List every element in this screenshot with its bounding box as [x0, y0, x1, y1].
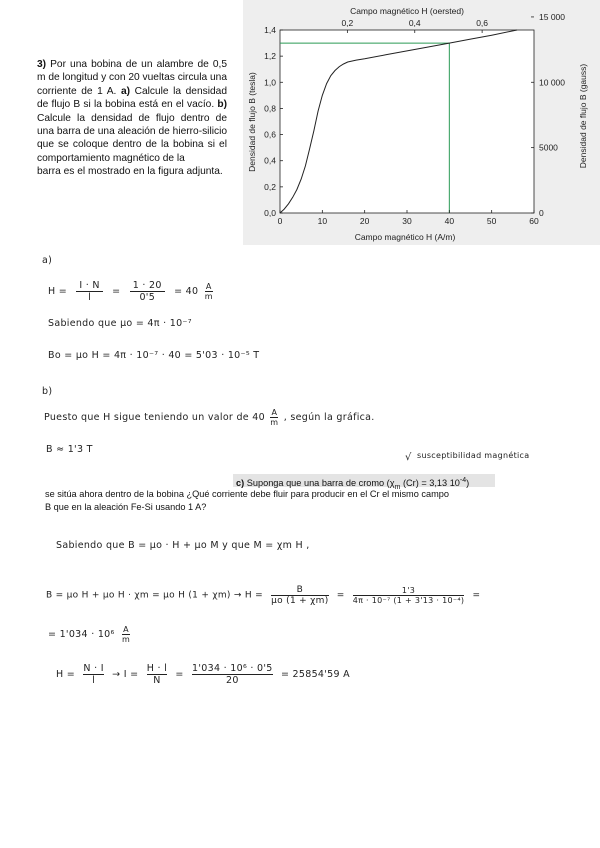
problem-number: 3): [37, 59, 47, 70]
part-c-text2: (Cr) = 3,13 10: [400, 478, 460, 489]
hw-b-line1-pre: Puesto que H sigue teniendo un valor de 40: [44, 412, 265, 423]
hw-a-frac2: [130, 280, 165, 303]
hw-c-line4-frac2-den: N: [153, 675, 161, 686]
hw-a-result-pre: = 40: [174, 286, 199, 297]
y-tick-label: 1,2: [264, 51, 276, 62]
hw-c-frac2: [353, 586, 465, 605]
hw-c-line4-result: = 25854'59 A: [280, 669, 350, 680]
hw-c-frac1-den: μo (1 + χm): [271, 596, 329, 606]
hw-c-line3: [48, 625, 130, 644]
hw-b-line1-post: , según la gráfica.: [283, 412, 375, 423]
hw-b-unit-den: m: [270, 418, 279, 427]
problem-intro: Por una bobina de un alambre de 0,5 m de longitud y con 20 vueltas circula una corriente de 1 A.: [37, 59, 227, 97]
hw-b-line2: B ≈ 1'3 T: [46, 444, 93, 455]
y-tick-label: 0,0: [264, 208, 276, 218]
hw-c-frac1-num: B: [271, 585, 328, 596]
hw-c-line3-num: A: [123, 625, 129, 634]
hw-c-line4-frac3-num: 1'034 · 10⁶ · 0'5: [192, 663, 273, 674]
part-b-tail: barra es el mostrado en la figura adjunta.: [37, 166, 223, 178]
x-tick-label: 20: [359, 216, 370, 226]
top-tick-label: 0,4: [408, 18, 421, 28]
part-c-sub: m: [394, 483, 401, 491]
hw-c-line2-lhs: B = μo H + μo H · χm = μo H (1 + χm) → H =: [46, 590, 263, 601]
hw-c-line3-pre: = 1'034 · 10⁶: [48, 629, 115, 640]
hw-a-result-den: m: [204, 292, 213, 301]
hw-a-line1-lhs: H =: [48, 286, 68, 297]
hw-c-line4-frac1: [83, 663, 103, 686]
y-tick-label: 1,4: [264, 25, 276, 35]
x-tick-label: 10: [317, 216, 328, 226]
hw-b-line1: [44, 408, 375, 427]
top-tick-label: 0,6: [476, 18, 489, 28]
part-c-text3: ): [466, 478, 470, 489]
part-c-question-line2: se sitúa ahora dentro de la bobina ¿Qué corriente debe fluir para producir en el Cr el mismo campo: [45, 489, 449, 499]
hw-b-label: b): [42, 386, 53, 397]
hw-a-line1: [48, 280, 213, 303]
right-tick-label: 15 000: [539, 11, 565, 22]
hw-a-frac2-den: 0'5: [139, 292, 156, 303]
right-axis-title: Densidad de flujo B (gauss): [578, 63, 588, 169]
hw-a-result-unit: [205, 282, 213, 301]
problem-statement: [37, 58, 227, 179]
magnetization-chart: [243, 0, 600, 245]
y-tick-label: 0,2: [264, 181, 276, 192]
part-c-sup: -4: [459, 477, 467, 484]
x-tick-label: 50: [486, 216, 497, 226]
part-a-text: Calcule la densidad de flujo B si la bobina está en el vacío.: [37, 85, 227, 111]
hw-a-frac1-num: I · N: [76, 280, 102, 292]
x-tick-label: 40: [444, 216, 455, 226]
hw-a-frac1: [76, 280, 102, 303]
right-tick-label: 5000: [539, 142, 558, 153]
hw-c-line4-eq: =: [175, 669, 184, 680]
top-tick-label: 0,2: [341, 18, 354, 28]
part-c-label: c): [236, 478, 245, 489]
right-ticks: [531, 12, 565, 218]
hw-c-line3-den: m: [121, 635, 131, 644]
hw-c-frac1: [271, 585, 328, 606]
hw-c-line4-frac3: [192, 663, 273, 686]
part-c-question-line3: B que en la aleación Fe-Si usando 1 A?: [45, 502, 207, 512]
hw-c-line4-frac2-num: H · l: [146, 663, 168, 674]
hw-a-frac1-den: l: [88, 292, 92, 303]
hw-b-unit-num: A: [271, 408, 278, 417]
plot-area: [280, 30, 534, 213]
top-axis-title: Campo magnético H (oersted): [350, 6, 464, 16]
hw-c-line4-frac1-den: l: [92, 675, 96, 686]
hw-c-line4-arrow: → I =: [112, 669, 139, 680]
hw-c-line4-frac3-den: 20: [225, 675, 239, 686]
x-tick-label: 30: [402, 216, 412, 226]
hw-a-line1-eq: =: [112, 286, 121, 297]
hw-c-frac2-num: 1'3: [353, 586, 465, 596]
y-tick-label: 1,0: [264, 77, 276, 88]
y-tick-label: 0,6: [264, 129, 276, 140]
part-b-label: b): [217, 99, 227, 111]
right-tick-label: 10 000: [539, 77, 565, 88]
magnetization-figure: [243, 0, 600, 245]
hw-c-line2-end: =: [472, 590, 481, 601]
hw-c-line4: [56, 663, 350, 686]
hw-c-line2: [46, 585, 480, 606]
x-tick-label: 60: [529, 216, 539, 226]
hw-a-result-num: A: [205, 282, 212, 291]
hw-c-line4-frac2: [147, 663, 167, 686]
hw-checkmark: √: [405, 452, 412, 463]
hw-c-line4-lhs: H =: [56, 669, 76, 680]
left-axis-title: Densidad de flujo B (tesla): [247, 72, 257, 172]
hw-a-line2: Sabiendo que μo = 4π · 10⁻⁷: [48, 318, 192, 329]
x-tick-label: 0: [277, 216, 283, 226]
part-c-text1: Suponga que una barra de cromo (χ: [246, 478, 395, 489]
y-tick-label: 0,8: [264, 103, 276, 114]
hw-a-label: a): [42, 255, 53, 266]
part-a-label: a): [120, 85, 131, 97]
right-tick-label: 0: [539, 208, 544, 218]
hw-a-line3: Bo = μo H = 4π · 10⁻⁷ · 40 = 5'03 · 10⁻⁵ T: [48, 350, 260, 361]
y-tick-label: 0,4: [264, 155, 276, 166]
hw-c-line2-eq: =: [336, 590, 345, 601]
hw-b-unit: [270, 408, 278, 427]
hw-a-frac2-num: 1 · 20: [130, 280, 165, 292]
hw-c-line4-frac1-num: N · I: [83, 663, 104, 674]
hw-c-frac2-den: 4π · 10⁻⁷ (1 + 3'13 · 10⁻⁴): [352, 596, 465, 605]
hw-c-line1: Sabiendo que B = μo · H + μo M y que M = χm H ,: [56, 540, 310, 551]
bottom-axis-title: Campo magnético H (A/m): [354, 232, 456, 242]
hw-annotation: susceptibilidad magnética: [417, 451, 530, 460]
part-b-text: Calcule la densidad de flujo dentro de una barra de una aleación de hierro-silicio que se coloque dentro de la bobina si el comportamiento magnético de la: [37, 112, 227, 164]
hw-c-line3-unit: [122, 625, 130, 644]
